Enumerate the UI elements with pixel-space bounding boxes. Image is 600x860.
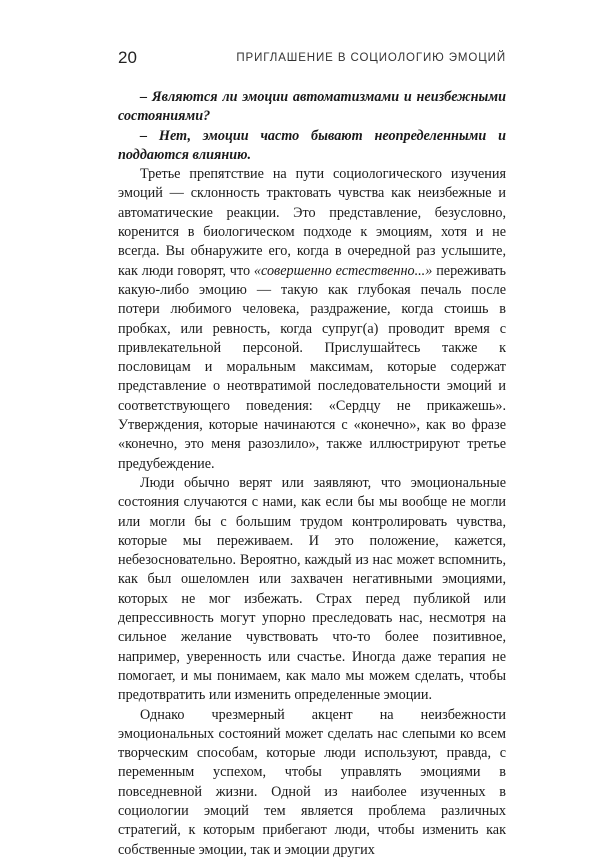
paragraph-1-text-b: переживать какую-либо эмоцию — такую как глубокая печаль после потери любимого человека, раздражение, когда стоишь в пробках, или ревность, когда супруг(а) проводит время с привлекательной персоной. Прислушайтесь также к пословицам и моральным максимам, которые содержат представление о неотвратимой последовательности эмоций и соответствующего поведения: «Сердцу не прикажешь». Утверждения, которые начинаются с «конечно», как во фразе «конечно, это меня разозлило», также иллюстрируют третье предубеждение. — [118, 262, 506, 472]
paragraph-3: Однако чрезмерный акцент на неизбежности эмоциональных состояний может сделать нас слепыми ко всем творческим способам, которые люди используют, правда, с переменным успехом, чтобы управлять эмоциями в повседневной жизни. Одной из наиболее изученных в социологии эмоций тем является проблема различных стратегий, к которым прибегают люди, чтобы изменить как собственные эмоции, так и эмоции других — [118, 706, 506, 858]
paragraph-1-quote: «совершенно естественно...» — [253, 262, 433, 279]
paragraph-1-text-a: Третье препятствие на пути социологического изучения эмоций — склонность трактовать чувства как неизбежные и автоматические реакции. Это представление, безусловно, коренится в биологическом подходе к эмоциям, хотя и не всегда. Вы обнаружите его, когда в очередной раз услышите, как люди говорят, что — [118, 166, 506, 279]
dialogue-answer: – Нет, эмоции часто бывают неопределенными и поддаются влиянию. — [118, 127, 506, 163]
page-number: 20 — [118, 48, 137, 67]
paragraph-2: Люди обычно верят или заявляют, что эмоциональные состояния случаются с нами, как если бы мы вообще не могли или могли бы с большим трудом контролировать чувства, которые мы переживаем. И это положение, кажется, небезосновательно. Вероятно, каждый из нас может вспомнить, как был ошеломлен или захвачен негативными эмоциями, которых не мог избежать. Страх перед публикой или депрессивность могут упорно преследовать нас, несмотря на сильное желание чувствовать что-то более позитивное, например, уверенность или счастье. Иногда даже терапия не помогает, и мы понимаем, как мало мы можем сделать, чтобы предотвратить или изменить определенные эмоции. — [118, 474, 506, 704]
page-header — [118, 47, 506, 71]
running-title: ПРИГЛАШЕНИЕ В СОЦИОЛОГИЮ ЭМОЦИЙ — [236, 52, 506, 64]
body-text — [118, 88, 506, 860]
paragraph-1 — [118, 165, 506, 474]
dialogue-question: – Являются ли эмоции автоматизмами и неизбежными состояниями? — [118, 89, 506, 125]
